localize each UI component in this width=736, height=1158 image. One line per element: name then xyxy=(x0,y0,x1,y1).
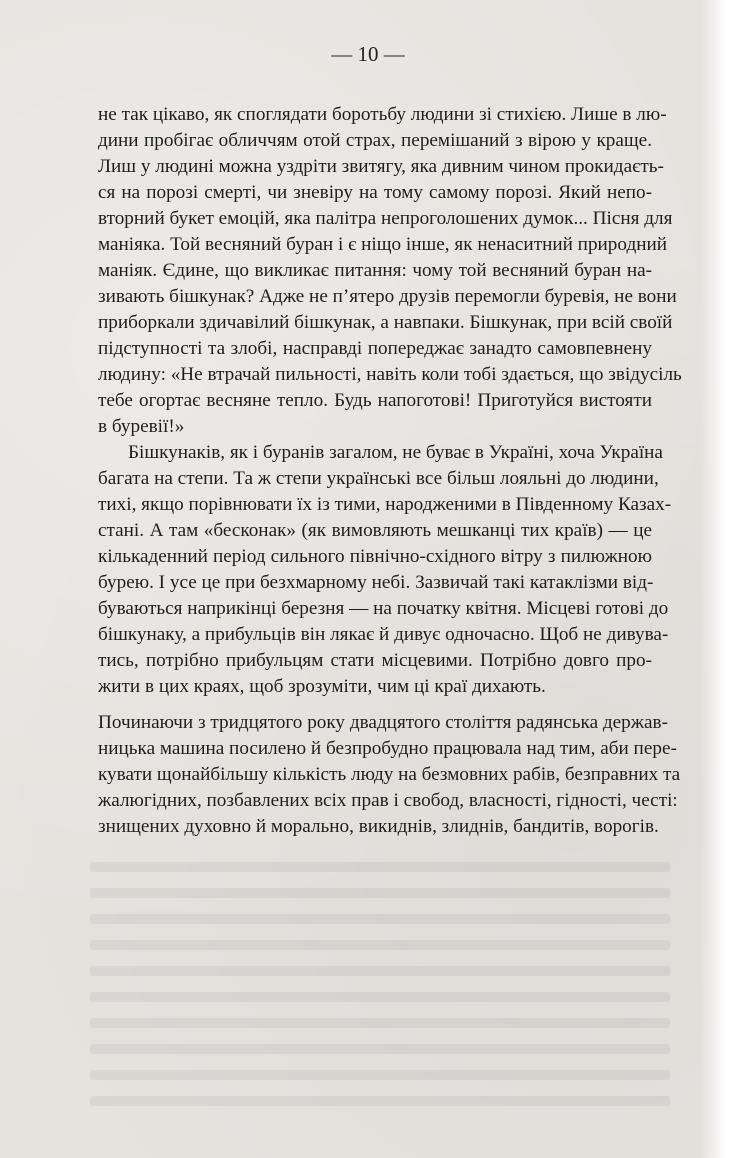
text-line: жалюгідних, позбавлених всіх прав і свобод, власності, гідності, честі: xyxy=(98,790,678,811)
text-line: стані. А там «бесконак» (як вимовляють мешканці тих країв) — це xyxy=(98,520,652,541)
text-line: тись, потрібно прибульцям стати місцевими. Потрібно довго про- xyxy=(98,650,652,671)
text-line: Лиш у людині можна уздріти звитягу, яка дивним чином прокидаєть- xyxy=(98,156,664,177)
text-line: приборкали здичавілий бішкунак, а навпаки. Бішкунак, при всій своїй xyxy=(98,312,673,333)
text-line: кількаденний період сильного північно-східного вітру з пилюжною xyxy=(98,546,652,567)
text-line: кувати щонайбільшу кількість люду на безмовних рабів, безправних та xyxy=(98,764,681,785)
text-line: не так цікаво, як споглядати боротьбу людини зі стихією. Лише в лю- xyxy=(98,104,667,125)
paragraph-3 xyxy=(98,710,681,840)
text-line: людину: «Не втрачай пильності, навіть коли тобі здається, що звідусіль xyxy=(98,364,682,385)
text-line: в буревії!» xyxy=(98,416,185,437)
text-line: ся на порозі смерті, чи зневіру на тому самому порозі. Який непо- xyxy=(98,182,652,203)
text-line: багата на степи. Та ж степи українські все більш лояльні до людини, xyxy=(98,468,659,489)
text-line: Бішкунаків, як і буранів загалом, не буває в Україні, хоча Україна xyxy=(128,442,663,463)
text-line: ницька машина посилено й безпробудно працювала над тим, аби пере- xyxy=(98,738,677,759)
bleed-through-text xyxy=(90,862,670,1122)
page-edge xyxy=(700,0,724,1158)
text-line: буваються наприкінці березня — на початку квітня. Місцеві готові до xyxy=(98,598,669,619)
text-line: тихі, якщо порівнювати їх із тими, народженими в Південному Казах- xyxy=(98,494,672,515)
page-number: — 10 — xyxy=(331,42,405,66)
text-line: підступності та злобі, насправді попереджає занадто самовпевнену xyxy=(98,338,652,359)
text-line: Починаючи з тридцятого року двадцятого століття радянська держав- xyxy=(98,712,668,733)
paragraph-2 xyxy=(98,440,672,700)
text-line: бішкунаку, а прибульців він лякає й дивує одночасно. Щоб не дивува- xyxy=(98,624,669,645)
text-line: тебе огортає весняне тепло. Будь напоготові! Приготуйся вистояти xyxy=(98,390,652,411)
text-line: дини пробігає обличчям отой страх, перемішаний з вірою у краще. xyxy=(98,130,652,151)
text-line: маніяка. Той весняний буран і є ніщо інше, як ненаситний природний xyxy=(98,234,668,255)
text-line: бурею. І усе це при безхмарному небі. Зазвичай такі катаклізми від- xyxy=(98,572,654,593)
text-line: зивають бішкунак? Адже не п’ятеро друзів перемогли буревія, не вони xyxy=(98,286,677,307)
text-line: жити в цих краях, щоб зрозуміти, чим ці краї дихають. xyxy=(98,676,546,697)
paragraph-1 xyxy=(98,102,682,440)
text-line: вторний букет емоцій, яка палітра непроголошених думок... Пісня для xyxy=(98,208,673,229)
text-line: знищених духовно й морально, викиднів, злиднів, бандитів, ворогів. xyxy=(98,816,659,837)
text-line: маніяк. Єдине, що викликає питання: чому той весняний буран на- xyxy=(98,260,652,281)
